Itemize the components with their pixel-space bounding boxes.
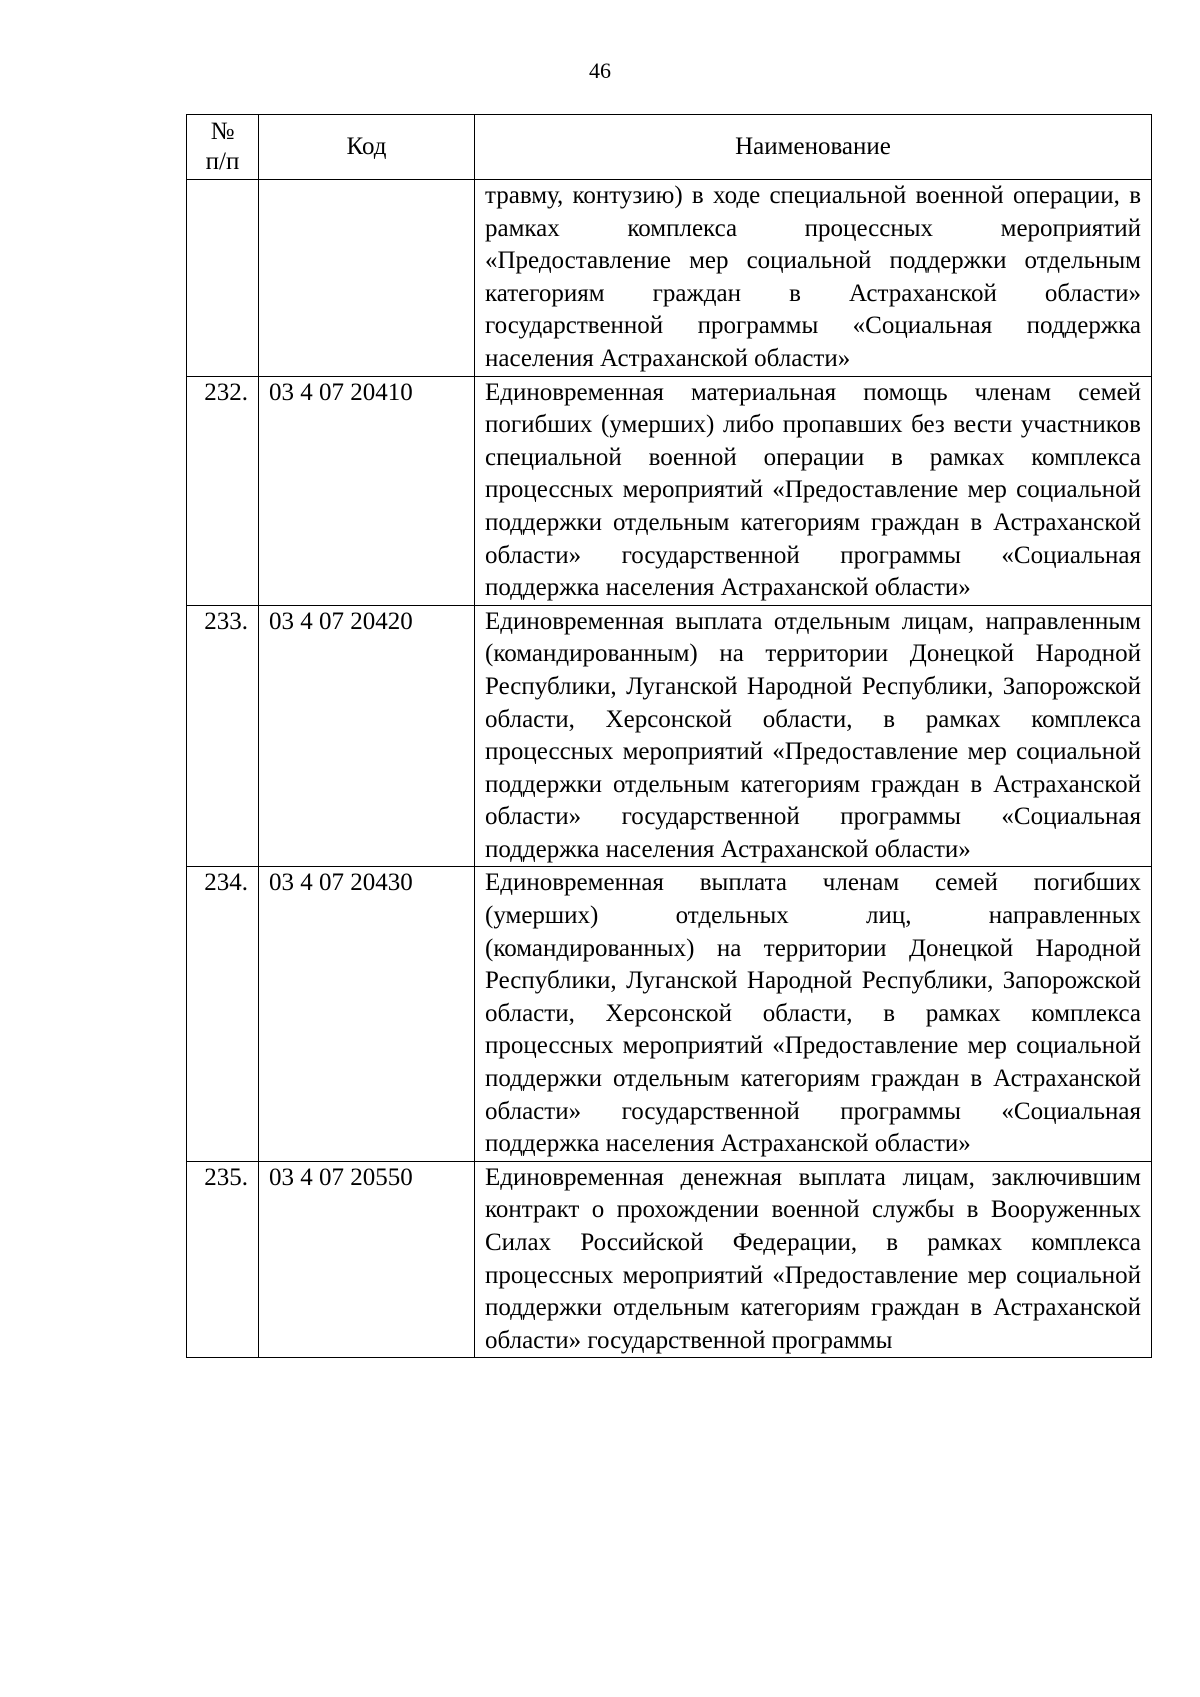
header-number-sign: № xyxy=(210,118,235,145)
row-code: 03 4 07 20430 xyxy=(259,867,475,1161)
header-number xyxy=(187,115,259,180)
row-name: травму, контузию) в ходе специальной военной операции, в рамках комплекса процессных мероприятий «Предоставление мер социальной поддержки отдельным категориям граждан в Астраханской области» государственной программы «Социальная поддержка населения Астраханской области» xyxy=(475,180,1152,377)
table-row xyxy=(187,376,1152,605)
row-name: Единовременная выплата членам семей погибших (умерших) отдельных лиц, направленных (командированных) на территории Донецкой Народной Республики, Луганской Народной Республики, Запорожской области, Херсонской области, в рамках комплекса процессных мероприятий «Предоставление мер социальной поддержки отдельным категориям граждан в Астраханской области» государственной программы «Социальная поддержка населения Астраханской области» xyxy=(475,867,1152,1161)
table-row xyxy=(187,180,1152,377)
row-number xyxy=(187,180,259,377)
header-name: Наименование xyxy=(475,115,1152,180)
row-name: Единовременная денежная выплата лицам, заключившим контракт о прохождении военной службы в Вооруженных Силах Российской Федерации, в рамках комплекса процессных мероприятий «Предоставление мер социальной поддержки отдельным категориям граждан в Астраханской области» государственной программы xyxy=(475,1161,1152,1358)
row-code: 03 4 07 20420 xyxy=(259,605,475,867)
row-number: 235. xyxy=(187,1161,259,1358)
table-header-row xyxy=(187,115,1152,180)
header-number-abbr: п/п xyxy=(205,148,240,175)
row-code: 03 4 07 20410 xyxy=(259,376,475,605)
row-number: 232. xyxy=(187,376,259,605)
row-name: Единовременная материальная помощь членам семей погибших (умерших) либо пропавших без вести участников специальной военной операции в рамках комплекса процессных мероприятий «Предоставление мер социальной поддержки отдельным категориям граждан в Астраханской области» государственной программы «Социальная поддержка населения Астраханской области» xyxy=(475,376,1152,605)
row-code: 03 4 07 20550 xyxy=(259,1161,475,1358)
table-row xyxy=(187,867,1152,1161)
classification-table xyxy=(186,114,1152,1358)
table-row xyxy=(187,605,1152,867)
header-code: Код xyxy=(259,115,475,180)
table-row xyxy=(187,1161,1152,1358)
row-number: 234. xyxy=(187,867,259,1161)
page-number: 46 xyxy=(589,58,611,83)
row-name: Единовременная выплата отдельным лицам, направленным (командированным) на территории Донецкой Народной Республики, Луганской Народной Республики, Запорожской области, Херсонской области, в рамках комплекса процессных мероприятий «Предоставление мер социальной поддержки отдельным категориям граждан в Астраханской области» государственной программы «Социальная поддержка населения Астраханской области» xyxy=(475,605,1152,867)
row-number: 233. xyxy=(187,605,259,867)
row-code xyxy=(259,180,475,377)
